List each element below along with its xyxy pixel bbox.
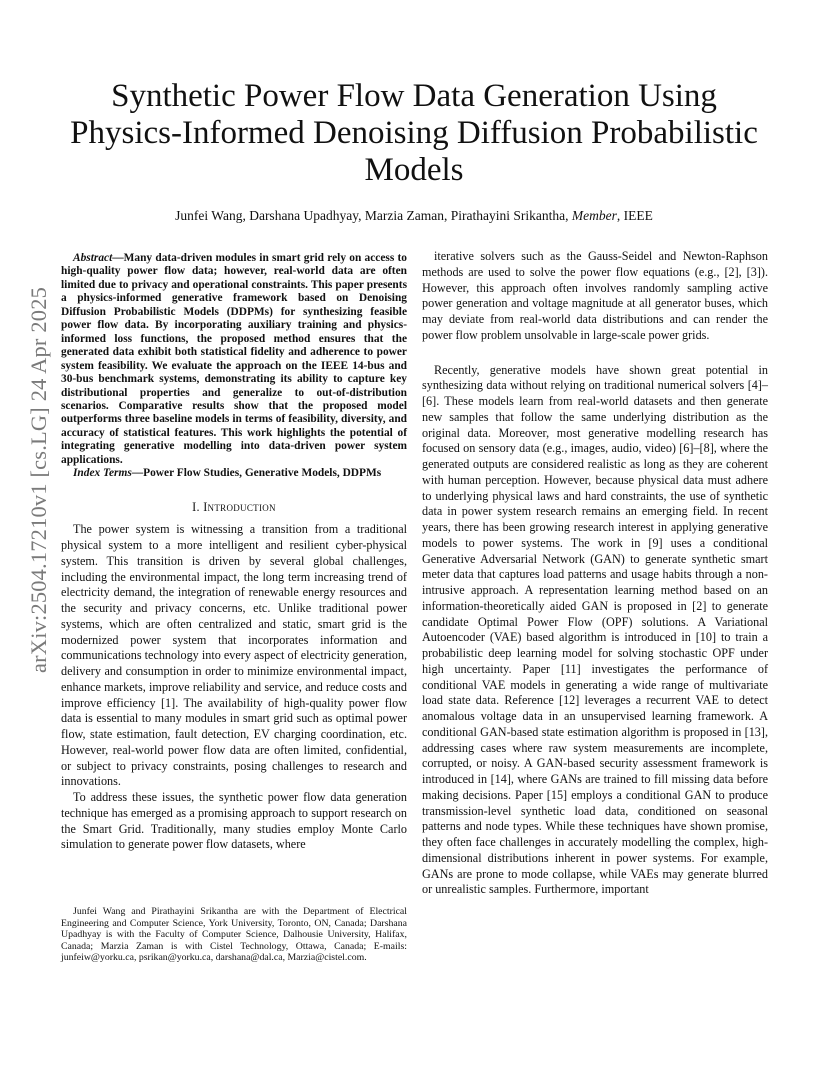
section-heading-introduction — [61, 500, 407, 516]
section-numeral: I. — [192, 499, 204, 514]
body-paragraph: iterative solvers such as the Gauss-Seidel and Newton-Raphson methods are used to solve the power flow equations (e.g., [2], [3]). However, this approach often involves randomly sampling active power generation and voltage magnitude at all generator buses, which may deviate from real-world data distributions and can render the power flow problem unsolvable in large-scale power grids. — [422, 249, 768, 342]
abstract — [61, 252, 407, 467]
author-names: Junfei Wang, Darshana Upadhyay, Marzia Zaman, Pirathayini Srikantha, — [175, 208, 572, 223]
author-affiliation-footnote: Junfei Wang and Pirathayini Srikantha are with the Department of Electrical Engineering and Computer Science, York University, Toronto, ON, Canada; Darshana Upadhyay is with the Faculty of Computer Science, Dalhousie University, Halifax, Canada; Marzia Zaman is with Cistel Technology, Ottawa, Canada; E-mails: junfeiw@yorku.ca, psrikan@yorku.ca, darshana@dal.ca, Marzia@cistel.com. — [61, 906, 407, 964]
paragraph-gap — [422, 344, 768, 363]
arxiv-side-stamp — [6, 285, 66, 675]
title-line: Models — [364, 152, 464, 188]
abstract-text: —Many data-driven modules in smart grid rely on access to high-quality power flow data; however, real-world data are often limited due to privacy and operational constraints. This paper presents a physics-informed generative framework based on Denoising Diffusion Probabilistic Models (DDPMs) for synthesizing feasible power flow data. By incorporating auxiliary training and physics-informed loss functions, the proposed method ensures that the generated data exhibit both statistical fidelity and adherence to power system feasibility. We evaluate the approach on the IEEE 14-bus and 30-bus benchmark systems, demonstrating its ability to capture key distributional properties and generalize to out-of-distribution scenarios. Comparative results show that the proposed model outperforms three baseline models in terms of feasibility, diversity, and accuracy of statistical features. This work highlights the potential of integrating generative modelling into data-driven power system applications. — [61, 252, 407, 466]
paper-title — [60, 78, 768, 189]
index-terms-lead: Index Terms — [73, 467, 132, 480]
section-title: Introduction — [203, 499, 276, 514]
arxiv-identifier: arXiv:2504.17210v1 [cs.LG] 24 Apr 2025 — [26, 293, 51, 673]
left-column — [61, 252, 407, 853]
index-terms — [61, 467, 407, 480]
body-paragraph: Recently, generative models have shown great potential in synthesizing data without relying on traditional numerical solvers [4]–[6]. These models learn from real-world datasets and then generate new samples that follow the same underlying distribution as the original data. Moreover, most generative modelling research has focused on sensory data (e.g., images, audio, video) [6]–[8], where the generated outputs are considered realistic as long as they are coherent with human perception. However, because physical data must adhere to underlying physical laws and hard constraints, the use of synthetic data in power system research remains an emerging field. In recent years, there has been growing research interest in applying generative models to power systems. The work in [9] uses a conditional Generative Adversarial Network (GAN) to generate synthetic smart meter data that captures load patterns and usage habits through a non-intrusive approach. A representation learning method based on an information-theoretically aided GAN is proposed in [2] to generate candidate Optimal Power Flow (OPF) solutions. A Variational Autoencoder (VAE) based algorithm is introduced in [10] to train a probabilistic deep learning model for solving stochastic OPF under high uncertainty. Paper [11] investigates the performance of conditional VAE models in generating a wide range of multivariate load state data. Reference [12] leverages a recurrent VAE to detect anomalous voltage data in an unsupervised learning framework. A conditional GAN-based state estimation algorithm is proposed in [13], addressing cases where raw system measurements are incomplete, corrupted, or noisy. A GAN-based security assessment framework is introduced in [14], where GANs are trained to fill missing data before making decisions. Paper [15] employs a conditional GAN to produce transmission-level synthetic load data, conditioned on seasonal patterns and node types. While these techniques have shown promise, they often face challenges in accurately modelling the complex, high-dimensional distributions inherent in power systems. For example, GANs are prone to mode collapse, while VAEs may generate blurred or unrealistic samples. Furthermore, important — [422, 362, 768, 897]
author-suffix: , IEEE — [616, 208, 653, 223]
body-paragraph: The power system is witnessing a transition from a traditional physical system to a more intelligent and resilient cyber-physical system. This transition is driven by several global challenges, including the environmental impact, the long term increasing trend of electricity demand, the integration of renewable energy resources and the security and privacy concerns, etc. Unlike traditional power systems, which are often centralized and static, smart grid is the modernized power system that incorporates information and communications technology into every aspect of electricity generation, delivery and consumption in order to minimize environmental impact, enhance markets, improve reliability and service, and reduce costs and improve efficiency [1]. The availability of high-quality power flow data is essential to many modules in smart grid such as optimal power flow, state estimation, fault detection, EV charging coordination, etc. However, real-world power flow data are often limited, confidential, or subject to privacy constraints, posing challenges to research and innovations. — [61, 522, 407, 789]
author-list — [60, 208, 768, 224]
body-paragraph: To address these issues, the synthetic power flow data generation technique has emerged as a promising approach to support research on the Smart Grid. Traditionally, many studies employ Monte Carlo simulation to generate power flow datasets, where — [61, 790, 407, 852]
author-membership: Member — [571, 208, 617, 223]
index-terms-text: —Power Flow Studies, Generative Models, DDPMs — [131, 467, 382, 480]
title-line: Physics-Informed Denoising Diffusion Probabilistic — [70, 115, 758, 151]
abstract-lead: Abstract — [73, 252, 113, 264]
right-column — [422, 249, 768, 898]
title-line: Synthetic Power Flow Data Generation Using — [111, 78, 717, 114]
